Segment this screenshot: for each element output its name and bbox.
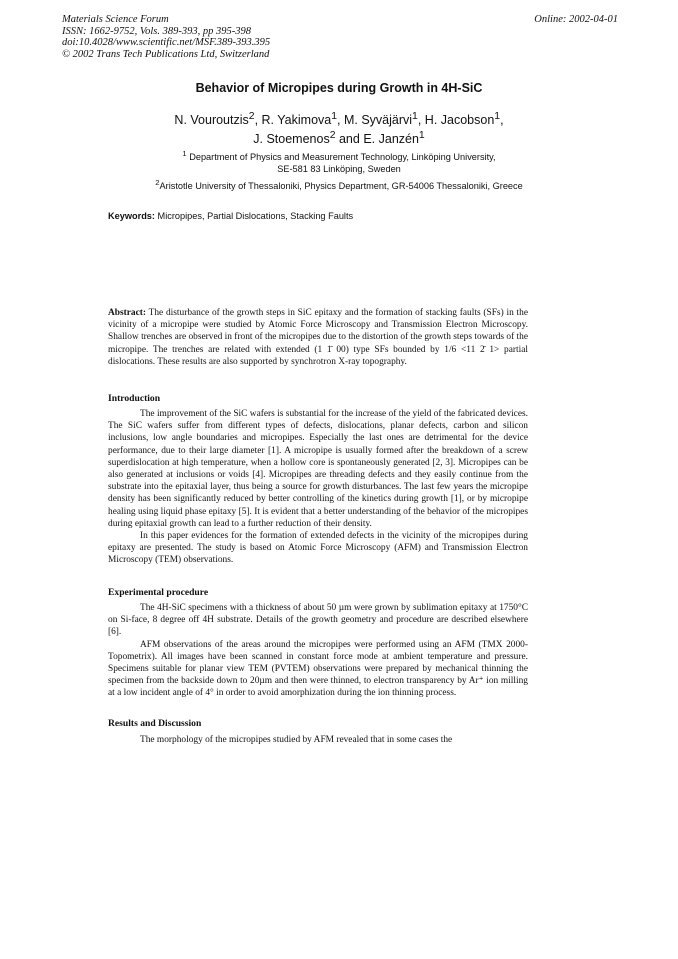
issn-line: ISSN: 1662-9752, Vols. 389-393, pp 395-398 — [62, 25, 251, 37]
keywords — [108, 211, 353, 221]
section-heading-introduction: Introduction — [108, 393, 161, 404]
author-name: H. Jacobson — [424, 113, 495, 128]
online-date: Online: 2002-04-01 — [534, 14, 618, 25]
section-heading-results: Results and Discussion — [108, 718, 202, 729]
abstract — [108, 307, 528, 368]
affil-text: SE-581 83 Linköping, Sweden — [277, 164, 401, 175]
affil-sup: 2 — [155, 178, 160, 187]
paragraph: The improvement of the SiC wafers is substantial for the increase of the yield of the fabricated devices. The SiC wafers suffer from different types of defects, dislocations, planar defects, carbon and silicon inclusions, low angle boundaries and micropipes. Especially the last ones are detrimental for the device performance, due to their large diameter [1]. A micropipe is usually formed after the breakdown of a screw superdislocation at high temperature, when a hollow core is spontaneously generated [2, 3]. Micropipes can be also generated at inclusions or voids [4]. Micropipes are threading defects and they easily continue from the substrate into the epitaxial layer, thus being a source for growth disturbances. The last few years the micropipe density has been significantly reduced by better controlling of the kinetics during growth [1], or by micropipe healing using liquid phase epitaxy [5]. It is evident that a better understanding of the behavior of the micropipes during epitaxial growth can lead to a further reduction of their density. — [108, 409, 528, 529]
doi-link[interactable]: doi:10.4028/www.scientific.net/MSF.389-393.395 — [62, 37, 271, 48]
author-affil-sup: 1 — [418, 130, 425, 142]
author-affil-sup: 2 — [248, 111, 255, 122]
author-name: M. Syväjärvi — [343, 113, 413, 128]
affil-text: Aristotle University of Thessaloniki, Physics Department, GR-54006 Thessaloniki, Greece — [159, 181, 523, 192]
copyright-line: © 2002 Trans Tech Publications Ltd, Switzerland — [62, 48, 270, 60]
author-list: N. Vouroutzis$^2$, R. Yakimova$^1$, M. Syväjärvi$^1$, H. Jacobson$^1$, J. Stoemenos$^2$ and E. Janzén$^1$ — [174, 111, 504, 147]
paper-title: Behavior of Micropipes during Growth in 4H-SiC — [195, 81, 483, 95]
affiliation-1 — [0, 148, 678, 175]
section-heading-experimental: Experimental procedure — [108, 587, 209, 598]
keywords-label: Keywords: — [108, 211, 155, 221]
author-name: N. Vouroutzis — [174, 113, 249, 128]
paragraph: The morphology of the micropipes studied by AFM revealed that in some cases the — [140, 735, 453, 745]
affiliation-2 — [0, 177, 678, 192]
paragraph: AFM observations of the areas around the micropipes were performed using an AFM (TMX 2000-Topometrix). All images have been scanned in constant force mode at ambient temperature and pressure. Specimens suitable for planar view TEM (PVTEM) observations were prepared by mechanical thinning the specimen from the backside down to 20µm and then were thinned, to electron transparency by Ar⁺ ion milling at a low incident angle of 4° in order to avoid amorphization during the ion thinning process. — [108, 639, 528, 699]
author-affil-sup: 1 — [331, 111, 338, 122]
abstract-label: Abstract: — [108, 308, 147, 318]
author-name: J. Stoemenos — [253, 132, 330, 147]
author-affil-sup: 1 — [494, 111, 501, 122]
journal-name: Materials Science Forum — [62, 14, 169, 25]
affil-sup: 1 — [182, 149, 187, 158]
affil-text: Department of Physics and Measurement Technology, Linköping University, — [189, 152, 496, 163]
author-name: R. Yakimova — [261, 113, 332, 128]
introduction-body — [108, 408, 528, 567]
abstract-text: The disturbance of the growth steps in SiC epitaxy and the formation of stacking faults (SFs) in the vicinity of a micropipe were studied by Atomic Force Microscopy and Transmission Electron Microscopy. Shallow trenches are observed in front of the micropipes due to the distortion of the growth steps towards of the micropipe. The trenches are related with extended (1 1̄ 00) type SFs bounded by 1/6 <11 2̄ 1> partial dislocations. These results are also supported by synchrotron X-ray topography. — [108, 308, 528, 367]
journal-header — [62, 14, 270, 60]
keywords-text: Micropipes, Partial Dislocations, Stacking Faults — [157, 211, 354, 221]
paragraph: In this paper evidences for the formation of extended defects in the vicinity of the micropipes during epitaxy are presented. The study is based on Atomic Force Microscopy (AFM) and Transmission Electron Microscopy (TEM) observations. — [108, 531, 528, 566]
author-affil-sup: 2 — [329, 130, 336, 142]
author-name: E. Janzén — [363, 132, 419, 147]
results-body — [108, 734, 528, 746]
author-and: and — [338, 132, 360, 147]
paragraph: The 4H-SiC specimens with a thickness of about 50 µm were grown by sublimation epitaxy at 1750°C on Si-face, 8 degree off 4H substrate. Details of the growth geometry and procedure are described elsewhere [6]. — [108, 603, 528, 638]
experimental-body — [108, 602, 528, 700]
author-affil-sup: 1 — [412, 111, 418, 122]
